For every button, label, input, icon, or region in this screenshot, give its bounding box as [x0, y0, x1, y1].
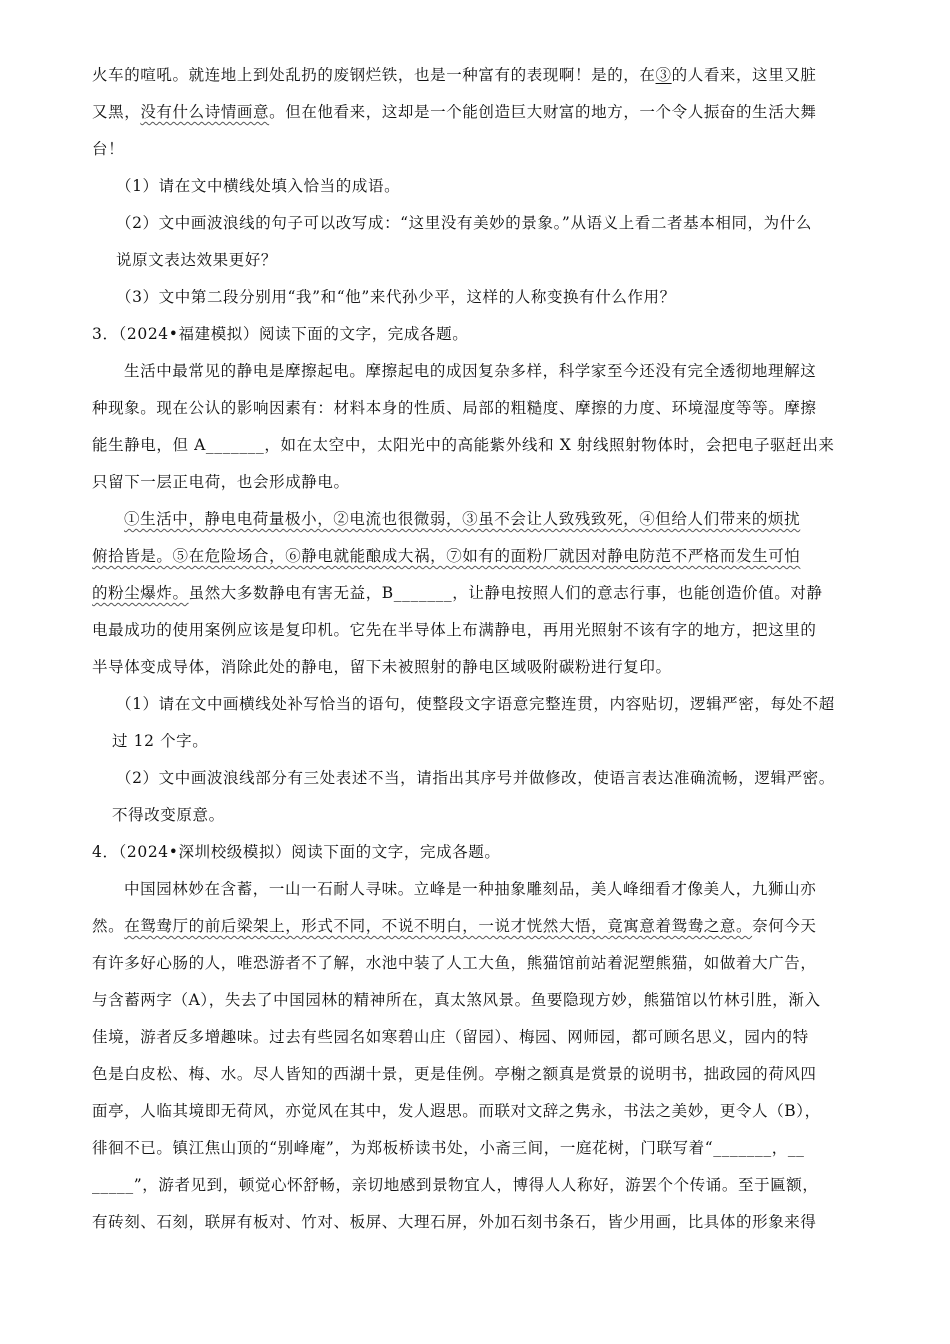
- question-2-2-line-2: 说原文表达效果更好？: [116, 251, 278, 269]
- wavy-underlined-sentence: 的粉尘爆炸。: [92, 584, 189, 602]
- item-3-para-1-line-1: 生活中最常见的静电是摩擦起电。摩擦起电的成因复杂多样，科学家至今还没有完全透彻地理解这: [124, 362, 817, 380]
- passage2-line-1-end: 的人看来，这里又脏: [671, 66, 817, 84]
- text-run: 虽然大多数静电有害无益，B_______，让静电按照人们的意志行事，也能创造价值。对静: [188, 584, 823, 602]
- passage2-line-2: [92, 101, 817, 123]
- item-3-para-2-line-1: ①生活中，静电电荷量极小，②电流也很微弱，③虽不会让人致残致死，④但给人们带来的烦扰: [124, 510, 801, 528]
- item-4-line-7: 面亭，人临其境即无荷风，亦觉风在其中，发人遐思。而联对文辞之隽永，书法之美妙，更令人（B），: [92, 1102, 821, 1120]
- item-3-header: 3．（2024•福建模拟）阅读下面的文字，完成各题。: [92, 325, 469, 343]
- passage2-line-1-start: 火车的喧吼。就连地上到处乱扔的废钢烂铁，也是一种富有的表现啊！是的，在: [92, 66, 656, 84]
- item-3-para-1-line-3: 能生静电，但 A_______，如在太空中，太阳光中的高能紫外线和 X 射线照射物体时，会把电子驱赶出来: [92, 436, 835, 454]
- item-4-line-9: _____”，游者见到，顿觉心怀舒畅，亲切地感到景物宜人，博得人人称好，游罢个个传诵。至于匾额，: [92, 1176, 819, 1194]
- item-4-line-5: 佳境，游者反多增趣味。过去有些园名如寒碧山庄（留园）、梅园、网师园，都可顾名思义，园内的特: [92, 1028, 809, 1046]
- item-3-para-1-line-4: 只留下一层正电荷，也会形成静电。: [92, 473, 350, 491]
- item-4-line-2: [92, 915, 817, 937]
- text-run: 又黑，: [92, 103, 141, 121]
- item-3-para-2-line-2: 俯拾皆是。⑤在危险场合，⑥静电就能酿成大祸，⑦如有的面粉厂就因对静电防范不严格而发生可怕: [92, 547, 801, 565]
- item-3-para-2-line-4: 电最成功的使用案例应该是复印机。它先在半导体上布满静电，再用光照射不该有字的地方，把这里的: [92, 621, 817, 639]
- text-run: 然。: [92, 917, 125, 935]
- item-3-para-2-line-5: 半导体变成导体，消除此处的静电，留下未被照射的静电区域吸附碳粉进行复印。: [92, 658, 672, 676]
- question-3-2-line-2: 不得改变原意。: [112, 806, 225, 824]
- item-4-line-6: 色是白皮松、梅、水。尽人皆知的西湖十景，更是佳例。亭榭之额真是赏景的说明书，拙政园的荷风四: [92, 1065, 817, 1083]
- passage2-line-3: 台！: [92, 140, 125, 158]
- question-3-2-line-1: （2）文中画波浪线部分有三处表述不当，请指出其序号并做修改，使语言表达准确流畅，逻辑严密。: [116, 769, 835, 787]
- wavy-underlined-sentence: 没有什么诗情画意: [140, 103, 270, 121]
- item-4-line-4: 与含蓄两字（A），失去了中国园林的精神所在，真太煞风景。鱼要隐现方妙，熊猫馆以竹林引胜，渐入: [92, 991, 821, 1009]
- wavy-underlined-sentence: 在鸳鸯厅的前后梁架上，形式不同，不说不明白，一说才恍然大悟，竟寓意着鸳鸯之意。: [124, 917, 753, 935]
- text-run: 。但在他看来，这却是一个能创造巨大财富的地方，一个令人振奋的生活大舞: [269, 103, 817, 121]
- question-2-2-line-1: （2）文中画波浪线的句子可以改写成：“这里没有美妙的景象。”从语义上看二者基本相同，为什么: [116, 214, 812, 232]
- item-4-line-1: 中国园林妙在含蓄，一山一石耐人寻味。立峰是一种抽象雕刻品，美人峰细看才像美人，九狮山亦: [124, 880, 817, 898]
- item-3-para-2-line-3: [92, 582, 823, 604]
- passage2-line-1: [92, 64, 817, 86]
- item-4-line-8: 徘徊不已。镇江焦山顶的“别峰庵”，为郑板桥读书处，小斋三间，一庭花树，门联写着“_______，__: [92, 1139, 805, 1157]
- item-4-line-3: 有许多好心肠的人，唯恐游者不了解，水池中装了人工大鱼，熊猫馆前站着泥塑熊猫，如做着大广告，: [92, 954, 817, 972]
- question-2-1: （1）请在文中横线处填入恰当的成语。: [116, 177, 401, 195]
- question-3-1-line-2: 过 12 个字。: [112, 732, 209, 750]
- item-3-para-1-line-2: 种现象。现在公认的影响因素有：材料本身的性质、局部的粗糙度、摩擦的力度、环境湿度等等。摩擦: [92, 399, 817, 417]
- item-4-header: 4．（2024•深圳校级模拟）阅读下面的文字，完成各题。: [92, 843, 501, 861]
- question-2-3: （3）文中第二段分别用“我”和“他”来代孙少平，这样的人称变换有什么作用？: [116, 288, 676, 306]
- text-run: 奈何今天: [752, 917, 817, 935]
- item-4-line-10: 有砖刻、石刻，联屏有板对、竹对、板屏、大理石屏，外加石刻书条石，皆少用画，比具体的形象来得: [92, 1213, 817, 1231]
- question-3-1-line-1: （1）请在文中画横线处补写恰当的语句，使整段文字语意完整连贯，内容贴切，逻辑严密，每处不超: [116, 695, 835, 713]
- blank-3: ③: [655, 66, 672, 84]
